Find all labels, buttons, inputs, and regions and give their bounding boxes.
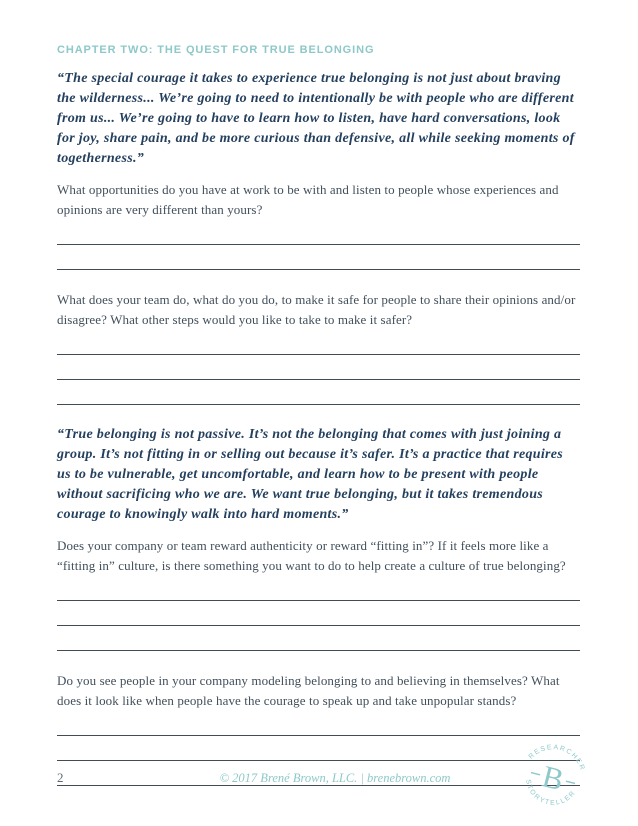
answer-line <box>57 355 580 380</box>
answer-lines-3 <box>57 576 580 651</box>
answer-line <box>57 626 580 651</box>
quote-block-2: “True belonging is not passive. It’s not the belonging that comes with just joining a group. It’s not fitting in or selling out because it’s safer. It’s a practice that requires us to be vulnerable, get uncomfortable, and learn how to be present with people without sacrificing who we are. We want true belonging, but it takes tremendous courage to knowingly walk into hard moments.” <box>57 427 564 522</box>
answer-line <box>57 711 580 736</box>
answer-line <box>57 245 580 270</box>
chapter-header: CHAPTER TWO: THE QUEST FOR TRUE BELONGING <box>57 44 375 56</box>
copyright-text: © 2017 Brené Brown, LLC. | brenebrown.com <box>219 770 451 785</box>
logo-letter: B <box>538 758 568 798</box>
page-number: 2 <box>57 770 64 785</box>
answer-line <box>57 380 580 405</box>
answer-line <box>57 601 580 626</box>
answer-lines-1 <box>57 220 580 270</box>
brene-brown-logo <box>511 736 596 821</box>
answer-line <box>57 220 580 245</box>
answer-lines-2 <box>57 330 580 405</box>
logo-svg <box>511 736 596 821</box>
question-2: What does your team do, what do you do, to make it safe for people to share their opinions and/or disagree? What other steps would you like to take to make it safer? <box>57 292 576 327</box>
question-4: Do you see people in your company modeling belonging to and believing in themselves? What does it look like when people have the courage to speak up and take unpopular stands? <box>57 673 560 708</box>
question-3: Does your company or team reward authenticity or reward “fitting in”? If it feels more like a “fitting in” culture, is there something you want to do to help create a culture of true belonging? <box>57 538 566 573</box>
answer-line <box>57 576 580 601</box>
logo-arc-bottom-text: STORYTELLER <box>524 778 578 807</box>
quote-block-1: “The special courage it takes to experience true belonging is not just about braving the wilderness... We’re going to need to intentionally be with people who are different from us... We’re going to have to learn how to listen, have hard conversations, look for joy, share pain, and be more curious than defensive, all while seeking moments of togetherness.” <box>57 71 575 166</box>
question-1: What opportunities do you have at work to be with and listen to people whose experiences and opinions are very different than yours? <box>57 182 559 217</box>
answer-line <box>57 330 580 355</box>
logo-dash-right <box>566 781 575 783</box>
logo-dash-left <box>531 773 540 775</box>
logo-arc-top-text: RESEARCHER <box>527 744 587 773</box>
page-footer <box>57 742 588 814</box>
